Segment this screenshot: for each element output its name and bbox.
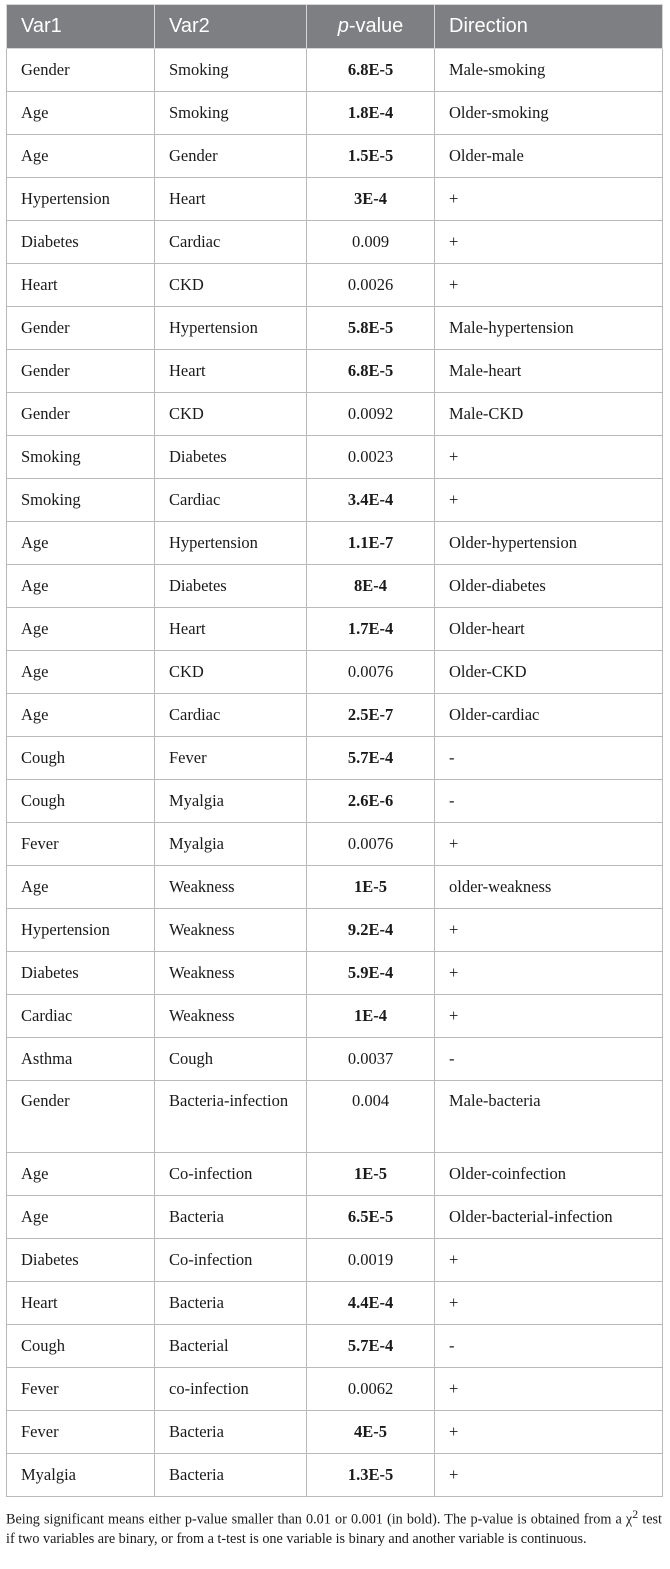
cell-pvalue: 1.5E-5: [307, 135, 435, 178]
table-row: [7, 1325, 663, 1368]
table-row: [7, 350, 663, 393]
cell-var2: Myalgia: [155, 780, 307, 823]
table-row: [7, 608, 663, 651]
table-row: [7, 1038, 663, 1081]
table-row: [7, 565, 663, 608]
table-row: [7, 866, 663, 909]
header-var1: Var1: [7, 5, 155, 49]
table-row: [7, 522, 663, 565]
cell-var2: Diabetes: [155, 565, 307, 608]
cell-var1: Heart: [7, 264, 155, 307]
cell-direction: -: [435, 737, 663, 780]
cell-var1: Fever: [7, 1368, 155, 1411]
table-row: [7, 178, 663, 221]
table-row: [7, 49, 663, 92]
cell-var2: Bacteria: [155, 1454, 307, 1497]
cell-pvalue: 1.7E-4: [307, 608, 435, 651]
cell-pvalue: 0.0062: [307, 1368, 435, 1411]
table-row: [7, 436, 663, 479]
cell-direction: +: [435, 479, 663, 522]
cell-direction: Older-diabetes: [435, 565, 663, 608]
cell-var2: Heart: [155, 178, 307, 221]
cell-var1: Age: [7, 651, 155, 694]
cell-var2: Smoking: [155, 49, 307, 92]
table-row: [7, 1153, 663, 1196]
cell-pvalue: 1E-5: [307, 1153, 435, 1196]
cell-direction: Older-smoking: [435, 92, 663, 135]
table-row: [7, 737, 663, 780]
cell-direction: Male-heart: [435, 350, 663, 393]
cell-pvalue: 4E-5: [307, 1411, 435, 1454]
header-row: [7, 5, 663, 49]
cell-pvalue: 2.5E-7: [307, 694, 435, 737]
cell-pvalue: 9.2E-4: [307, 909, 435, 952]
cell-var2: CKD: [155, 651, 307, 694]
cell-var1: Gender: [7, 350, 155, 393]
cell-var2: Weakness: [155, 952, 307, 995]
table-row: [7, 1368, 663, 1411]
cell-var1: Gender: [7, 1081, 155, 1153]
cell-var2: Cardiac: [155, 221, 307, 264]
table-row: [7, 1411, 663, 1454]
cell-var1: Hypertension: [7, 178, 155, 221]
table-row: [7, 995, 663, 1038]
cell-var2: Smoking: [155, 92, 307, 135]
cell-direction: +: [435, 909, 663, 952]
cell-var2: Hypertension: [155, 522, 307, 565]
cell-var1: Age: [7, 135, 155, 178]
table-row: [7, 135, 663, 178]
cell-var1: Gender: [7, 307, 155, 350]
header-pvalue-italic: p: [337, 15, 349, 37]
cell-direction: -: [435, 1038, 663, 1081]
cell-pvalue: 3.4E-4: [307, 479, 435, 522]
table-row: [7, 780, 663, 823]
table-row: [7, 694, 663, 737]
cell-var2: Bacteria: [155, 1196, 307, 1239]
footnote-superscript: 2: [632, 1507, 639, 1521]
cell-var2: Heart: [155, 608, 307, 651]
cell-var1: Diabetes: [7, 221, 155, 264]
cell-var2: co-infection: [155, 1368, 307, 1411]
cell-pvalue: 1.8E-4: [307, 92, 435, 135]
cell-direction: +: [435, 995, 663, 1038]
cell-var2: Diabetes: [155, 436, 307, 479]
cell-direction: +: [435, 823, 663, 866]
cell-pvalue: 0.004: [307, 1081, 435, 1153]
cell-var1: Age: [7, 866, 155, 909]
cell-direction: -: [435, 1325, 663, 1368]
cell-var2: Weakness: [155, 866, 307, 909]
cell-var2: Co-infection: [155, 1153, 307, 1196]
cell-direction: +: [435, 1454, 663, 1497]
cell-pvalue: 1E-4: [307, 995, 435, 1038]
cell-var2: Co-infection: [155, 1239, 307, 1282]
cell-var1: Age: [7, 522, 155, 565]
cell-pvalue: 0.009: [307, 221, 435, 264]
cell-direction: Older-hypertension: [435, 522, 663, 565]
table-row: [7, 264, 663, 307]
table-row: [7, 92, 663, 135]
cell-direction: +: [435, 264, 663, 307]
cell-var2: Bacteria-infection: [155, 1081, 307, 1153]
table-row: [7, 479, 663, 522]
cell-var1: Diabetes: [7, 1239, 155, 1282]
cell-direction: Older-heart: [435, 608, 663, 651]
cell-var1: Myalgia: [7, 1454, 155, 1497]
cell-direction: +: [435, 1282, 663, 1325]
header-var2: Var2: [155, 5, 307, 49]
table-row: [7, 823, 663, 866]
cell-var2: Fever: [155, 737, 307, 780]
header-pvalue: [307, 5, 435, 49]
cell-pvalue: 1.1E-7: [307, 522, 435, 565]
cell-var2: Weakness: [155, 909, 307, 952]
footnote-part2: test if two variables are binary, or from a t-test is one variable is binary and another variable is continuous.: [6, 1511, 662, 1548]
cell-var1: Heart: [7, 1282, 155, 1325]
table-header: [7, 5, 663, 49]
cell-direction: Older-coinfection: [435, 1153, 663, 1196]
cell-direction: Male-hypertension: [435, 307, 663, 350]
cell-pvalue: 3E-4: [307, 178, 435, 221]
header-pvalue-rest: -value: [348, 15, 404, 37]
cell-var2: Bacterial: [155, 1325, 307, 1368]
table-row: [7, 1454, 663, 1497]
cell-var1: Cough: [7, 1325, 155, 1368]
table-container: [6, 4, 662, 1550]
cell-var1: Gender: [7, 49, 155, 92]
cell-var1: Age: [7, 1153, 155, 1196]
cell-direction: older-weakness: [435, 866, 663, 909]
cell-direction: -: [435, 780, 663, 823]
cell-pvalue: 6.8E-5: [307, 350, 435, 393]
cell-pvalue: 0.0023: [307, 436, 435, 479]
cell-var2: Bacteria: [155, 1282, 307, 1325]
cell-var1: Smoking: [7, 436, 155, 479]
cell-pvalue: 0.0076: [307, 651, 435, 694]
table-row: [7, 909, 663, 952]
cell-direction: Older-cardiac: [435, 694, 663, 737]
cell-var1: Cough: [7, 780, 155, 823]
table-row: [7, 651, 663, 694]
cell-direction: Male-bacteria: [435, 1081, 663, 1153]
cell-direction: Older-bacterial-infection: [435, 1196, 663, 1239]
cell-pvalue: 6.5E-5: [307, 1196, 435, 1239]
cell-direction: Older-CKD: [435, 651, 663, 694]
cell-var1: Age: [7, 565, 155, 608]
cell-pvalue: 5.7E-4: [307, 1325, 435, 1368]
cell-direction: +: [435, 1368, 663, 1411]
cell-direction: +: [435, 221, 663, 264]
cell-direction: Male-CKD: [435, 393, 663, 436]
cell-direction: +: [435, 436, 663, 479]
cell-pvalue: 5.9E-4: [307, 952, 435, 995]
cell-var1: Hypertension: [7, 909, 155, 952]
cell-pvalue: 0.0076: [307, 823, 435, 866]
cell-pvalue: 0.0019: [307, 1239, 435, 1282]
cell-var1: Cardiac: [7, 995, 155, 1038]
footnote-part1: Being significant means either p-value smaller than 0.01 or 0.001 (in bold). The p-value is obtained from a χ: [6, 1511, 633, 1528]
table-footnote: [6, 1505, 662, 1550]
cell-pvalue: 1E-5: [307, 866, 435, 909]
cell-pvalue: 0.0026: [307, 264, 435, 307]
cell-var2: Heart: [155, 350, 307, 393]
cell-direction: +: [435, 178, 663, 221]
cell-var1: Age: [7, 92, 155, 135]
table-row: [7, 221, 663, 264]
table-body: [7, 49, 663, 1497]
cell-var2: Myalgia: [155, 823, 307, 866]
cell-var1: Fever: [7, 1411, 155, 1454]
cell-pvalue: 0.0092: [307, 393, 435, 436]
cell-var1: Age: [7, 694, 155, 737]
table-row: [7, 393, 663, 436]
cell-direction: Older-male: [435, 135, 663, 178]
cell-pvalue: 5.7E-4: [307, 737, 435, 780]
cell-var2: Cardiac: [155, 479, 307, 522]
cell-pvalue: 4.4E-4: [307, 1282, 435, 1325]
cell-var2: Bacteria: [155, 1411, 307, 1454]
cell-var2: Cardiac: [155, 694, 307, 737]
cell-pvalue: 1.3E-5: [307, 1454, 435, 1497]
cell-var1: Diabetes: [7, 952, 155, 995]
table-row: [7, 1081, 663, 1153]
table-row: [7, 1239, 663, 1282]
cell-var2: Cough: [155, 1038, 307, 1081]
cell-pvalue: 5.8E-5: [307, 307, 435, 350]
association-table: [6, 4, 663, 1497]
cell-var1: Fever: [7, 823, 155, 866]
cell-direction: +: [435, 1239, 663, 1282]
cell-var1: Gender: [7, 393, 155, 436]
cell-pvalue: 0.0037: [307, 1038, 435, 1081]
cell-direction: Male-smoking: [435, 49, 663, 92]
table-row: [7, 1196, 663, 1239]
cell-direction: +: [435, 1411, 663, 1454]
table-row: [7, 307, 663, 350]
cell-var1: Age: [7, 1196, 155, 1239]
cell-var1: Age: [7, 608, 155, 651]
cell-var2: Hypertension: [155, 307, 307, 350]
cell-var1: Asthma: [7, 1038, 155, 1081]
cell-var2: CKD: [155, 393, 307, 436]
cell-pvalue: 6.8E-5: [307, 49, 435, 92]
table-row: [7, 1282, 663, 1325]
cell-pvalue: 2.6E-6: [307, 780, 435, 823]
cell-var2: Gender: [155, 135, 307, 178]
cell-pvalue: 8E-4: [307, 565, 435, 608]
cell-var1: Smoking: [7, 479, 155, 522]
table-row: [7, 952, 663, 995]
cell-direction: +: [435, 952, 663, 995]
cell-var2: CKD: [155, 264, 307, 307]
cell-var1: Cough: [7, 737, 155, 780]
header-direction: Direction: [435, 5, 663, 49]
cell-var2: Weakness: [155, 995, 307, 1038]
